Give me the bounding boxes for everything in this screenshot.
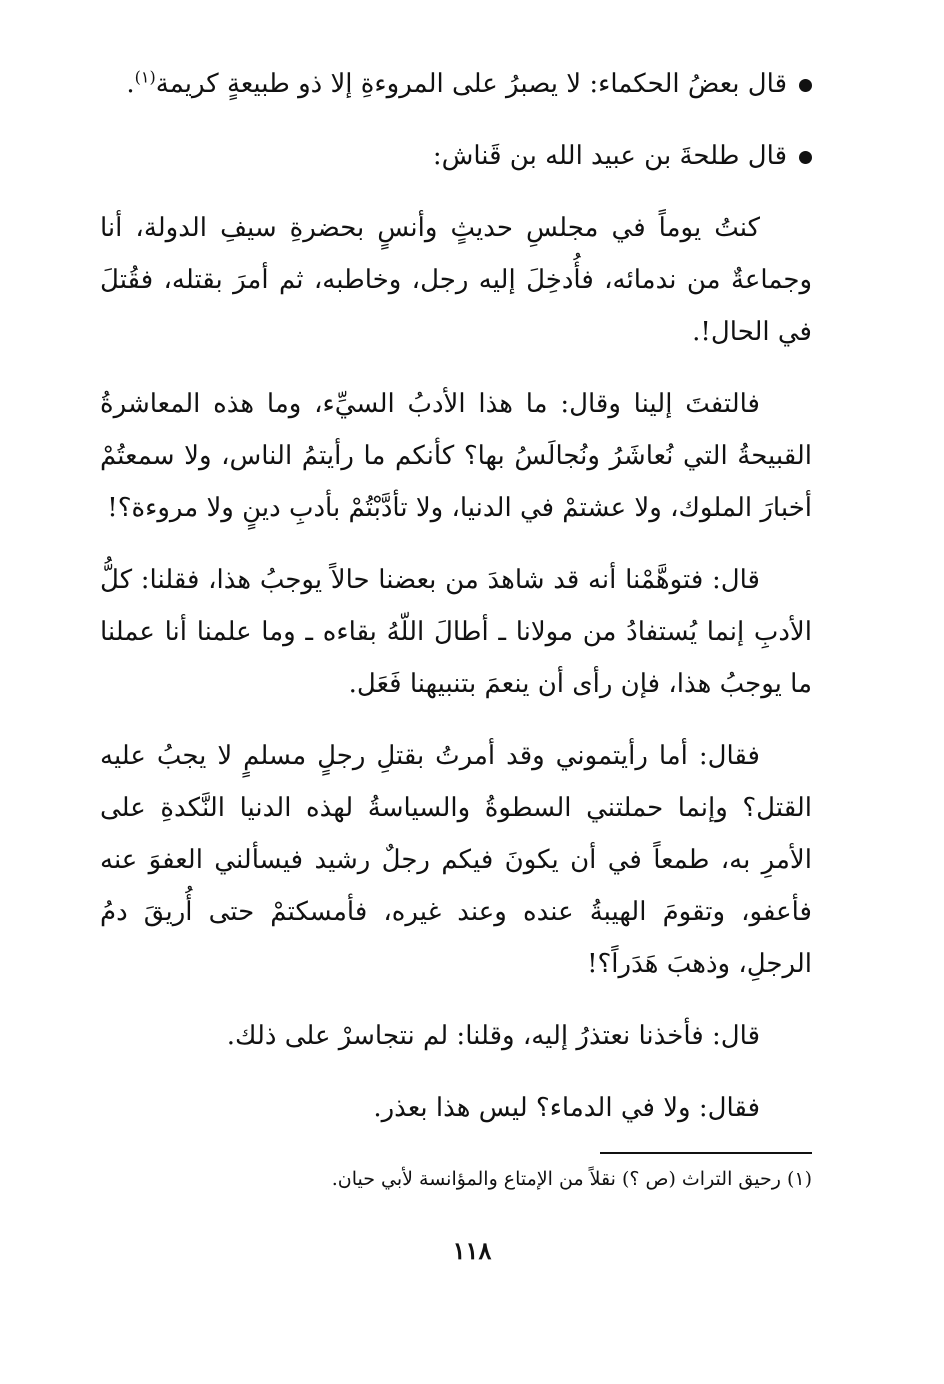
footnote: (١) رحيق التراث (ص ؟) نقلاً من الإمتاع والمؤانسة لأبي حيان. xyxy=(331,1168,812,1190)
paragraph-8: فقال: ولا في الدماء؟ ليس هذا بعذر. xyxy=(373,1093,760,1123)
paragraph-6: فقال: أما رأيتموني وقد أمرتُ بقتلِ رجلٍ مسلمٍ لا يجبُ عليه القتل؟ وإنما حملتني السطوةُ والسياسةُ لهذه الدنيا النَّكدةِ على الأمرِ به، طمعاً في أن يكونَ فيكم رجلٌ رشيد فيسألني العفوَ عنه فأعفو، وتقومَ الهيبةُ عنده وعند غيره، فأمسكتمْ حتى أُريقَ دمُ الرجلِ، وذهبَ هَدَراً؟! xyxy=(100,741,812,979)
footnote-reference[interactable]: (١) xyxy=(134,67,156,87)
paragraph-3: كنتُ يوماً في مجلسِ حديثٍ وأنسٍ بحضرةِ سيفِ الدولة، أنا وجماعةٌ من ندمائه، فأُدخِلَ إليه رجل، وخاطبه، ثم أمرَ بقتله، فقُتلَ في الحال!. xyxy=(100,213,812,347)
page-number: ١١٨ xyxy=(452,1236,492,1265)
paragraph-1-text: قال بعضُ الحكماء: لا يصبرُ على المروءةِ إلا ذو طبيعةٍ كريمة xyxy=(155,69,787,99)
paragraph-2 xyxy=(100,130,812,182)
paragraph-1-tail: . xyxy=(126,69,135,99)
paragraph-4: فالتفتَ إلينا وقال: ما هذا الأدبُ السيِّء، وما هذه المعاشرةُ القبيحةُ التي نُعاشَرُ ونُجالَسُ بها؟ كأنكم ما رأيتمُ الناس، ولا سمعتُمْ أخبارَ الملوك، ولا عشتمْ في الدنيا، ولا تأدَّبْتُمْ بأدبِ دينٍ ولا مروءة؟! xyxy=(100,389,812,523)
paragraph-5: قال: فتوهَّمْنا أنه قد شاهدَ من بعضنا حالاً يوجبُ هذا، فقلنا: كلُّ الأدبِ إنما يُستفادُ من مولانا ـ أطالَ اللّهُ بقاءه ـ وما علمنا أنا عملنا ما يوجبُ هذا، فإن رأى أن ينعمَ بتنبيهنا فَعَل. xyxy=(100,565,812,699)
bullet-icon xyxy=(799,151,812,164)
paragraph-7: قال: فأخذنا نعتذرُ إليه، وقلنا: لم نتجاسرْ على ذلك. xyxy=(226,1021,760,1051)
paragraph-1 xyxy=(100,58,812,110)
paragraph-2-text: قال طلحةَ بن عبيد الله بن قَناش: xyxy=(432,141,787,171)
bullet-icon xyxy=(799,79,812,92)
page-body xyxy=(100,58,812,1154)
footnote-divider xyxy=(600,1152,812,1154)
